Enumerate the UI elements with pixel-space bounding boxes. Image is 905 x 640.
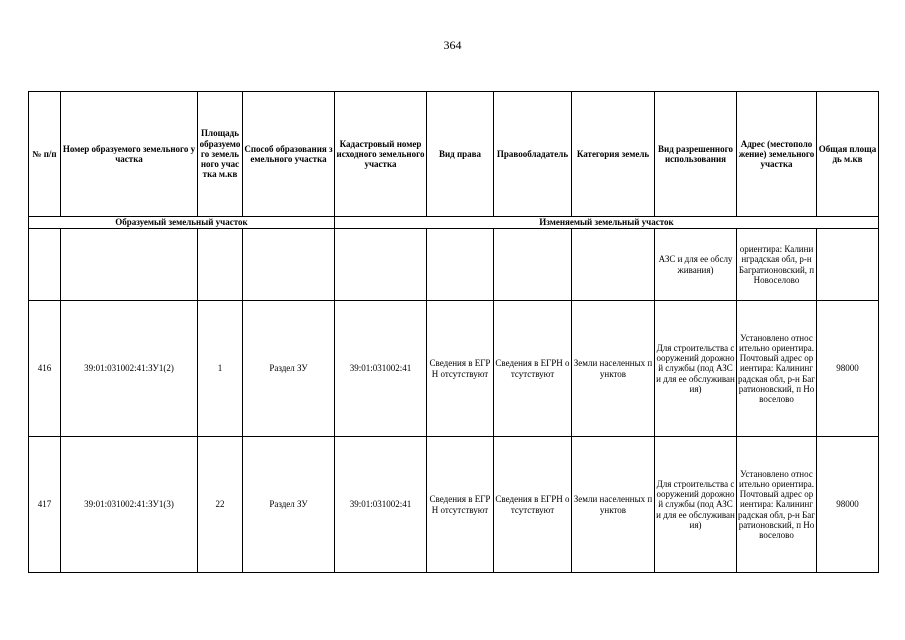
- cell-num: 416: [29, 301, 61, 437]
- section-right-label: Изменяемый земельный участок: [335, 217, 879, 229]
- cell-right-type: Сведения в ЕГРН отсутствуют: [427, 301, 494, 437]
- parcels-table: [28, 91, 879, 573]
- cell-cadastral-number: 39:01:031002:41: [335, 437, 427, 573]
- header-num: № п/п: [29, 92, 61, 217]
- cell-address: Установлено относительно ориентира. Почтовый адрес ориентира: Калининградская обл, р-н Багратионовский, п Новоселово: [737, 301, 817, 437]
- cell: [572, 229, 655, 301]
- section-row: [29, 217, 879, 229]
- cell-total-area: 98000: [817, 437, 879, 573]
- cell-area: 22: [198, 437, 243, 573]
- cell-owner: Сведения в ЕГРН отсутствуют: [494, 437, 572, 573]
- header-permitted-use: Вид разрешенного использования: [655, 92, 737, 217]
- cell-land-category: Земли населенных пунктов: [572, 301, 655, 437]
- cell-land-category: Земли населенных пунктов: [572, 437, 655, 573]
- cell-address-continued: ориентира: Калининградская обл, р-н Багратионовский, п Новоселово: [737, 229, 817, 301]
- header-owner: Правообладатель: [494, 92, 572, 217]
- cell-address: Установлено относительно ориентира. Почтовый адрес ориентира: Калининградская обл, р-н Багратионовский, п Новоселово: [737, 437, 817, 573]
- header-land-category: Категория земель: [572, 92, 655, 217]
- cell-total-area: 98000: [817, 301, 879, 437]
- page-number: 364: [443, 38, 462, 52]
- header-cadastral-number: Кадастровый номер исходного земельного участка: [335, 92, 427, 217]
- cell-formation-method: Раздел ЗУ: [243, 301, 335, 437]
- cell-num: 417: [29, 437, 61, 573]
- cell-cadastral-number: 39:01:031002:41: [335, 301, 427, 437]
- header-area: Площадь образуемого земельного участка м.кв: [198, 92, 243, 217]
- header-address: Адрес (местоположение) земельного участка: [737, 92, 817, 217]
- cell: [817, 229, 879, 301]
- cell-area: 1: [198, 301, 243, 437]
- cell-permitted-use: Для строительства сооружений дорожной службы (под АЗС и для ее обслуживания): [655, 437, 737, 573]
- cell-parcel-number: 39:01:031002:41:ЗУ1(3): [61, 437, 198, 573]
- cell: [494, 229, 572, 301]
- cell: [335, 229, 427, 301]
- cell: [427, 229, 494, 301]
- cell-parcel-number: 39:01:031002:41:ЗУ1(2): [61, 301, 198, 437]
- table-row: [29, 437, 879, 573]
- section-left-label: Образуемый земельный участок: [29, 217, 335, 229]
- table-row: [29, 301, 879, 437]
- header-total-area: Общая площадь м.кв: [817, 92, 879, 217]
- cell-owner: Сведения в ЕГРН отсутствуют: [494, 301, 572, 437]
- cell: [61, 229, 198, 301]
- header-right-type: Вид права: [427, 92, 494, 217]
- header-formation-method: Способ образования земельного участка: [243, 92, 335, 217]
- header-parcel-number: Номер образуемого земельного участка: [61, 92, 198, 217]
- cell: [198, 229, 243, 301]
- cell: [29, 229, 61, 301]
- cell: [243, 229, 335, 301]
- cell-permitted-use: Для строительства сооружений дорожной службы (под АЗС и для ее обслуживания): [655, 301, 737, 437]
- table-row-continuation: [29, 229, 879, 301]
- cell-formation-method: Раздел ЗУ: [243, 437, 335, 573]
- cell-use-continued: АЗС и для ее обслуживания): [655, 229, 737, 301]
- table-header-row: [29, 92, 879, 217]
- cell-right-type: Сведения в ЕГРН отсутствуют: [427, 437, 494, 573]
